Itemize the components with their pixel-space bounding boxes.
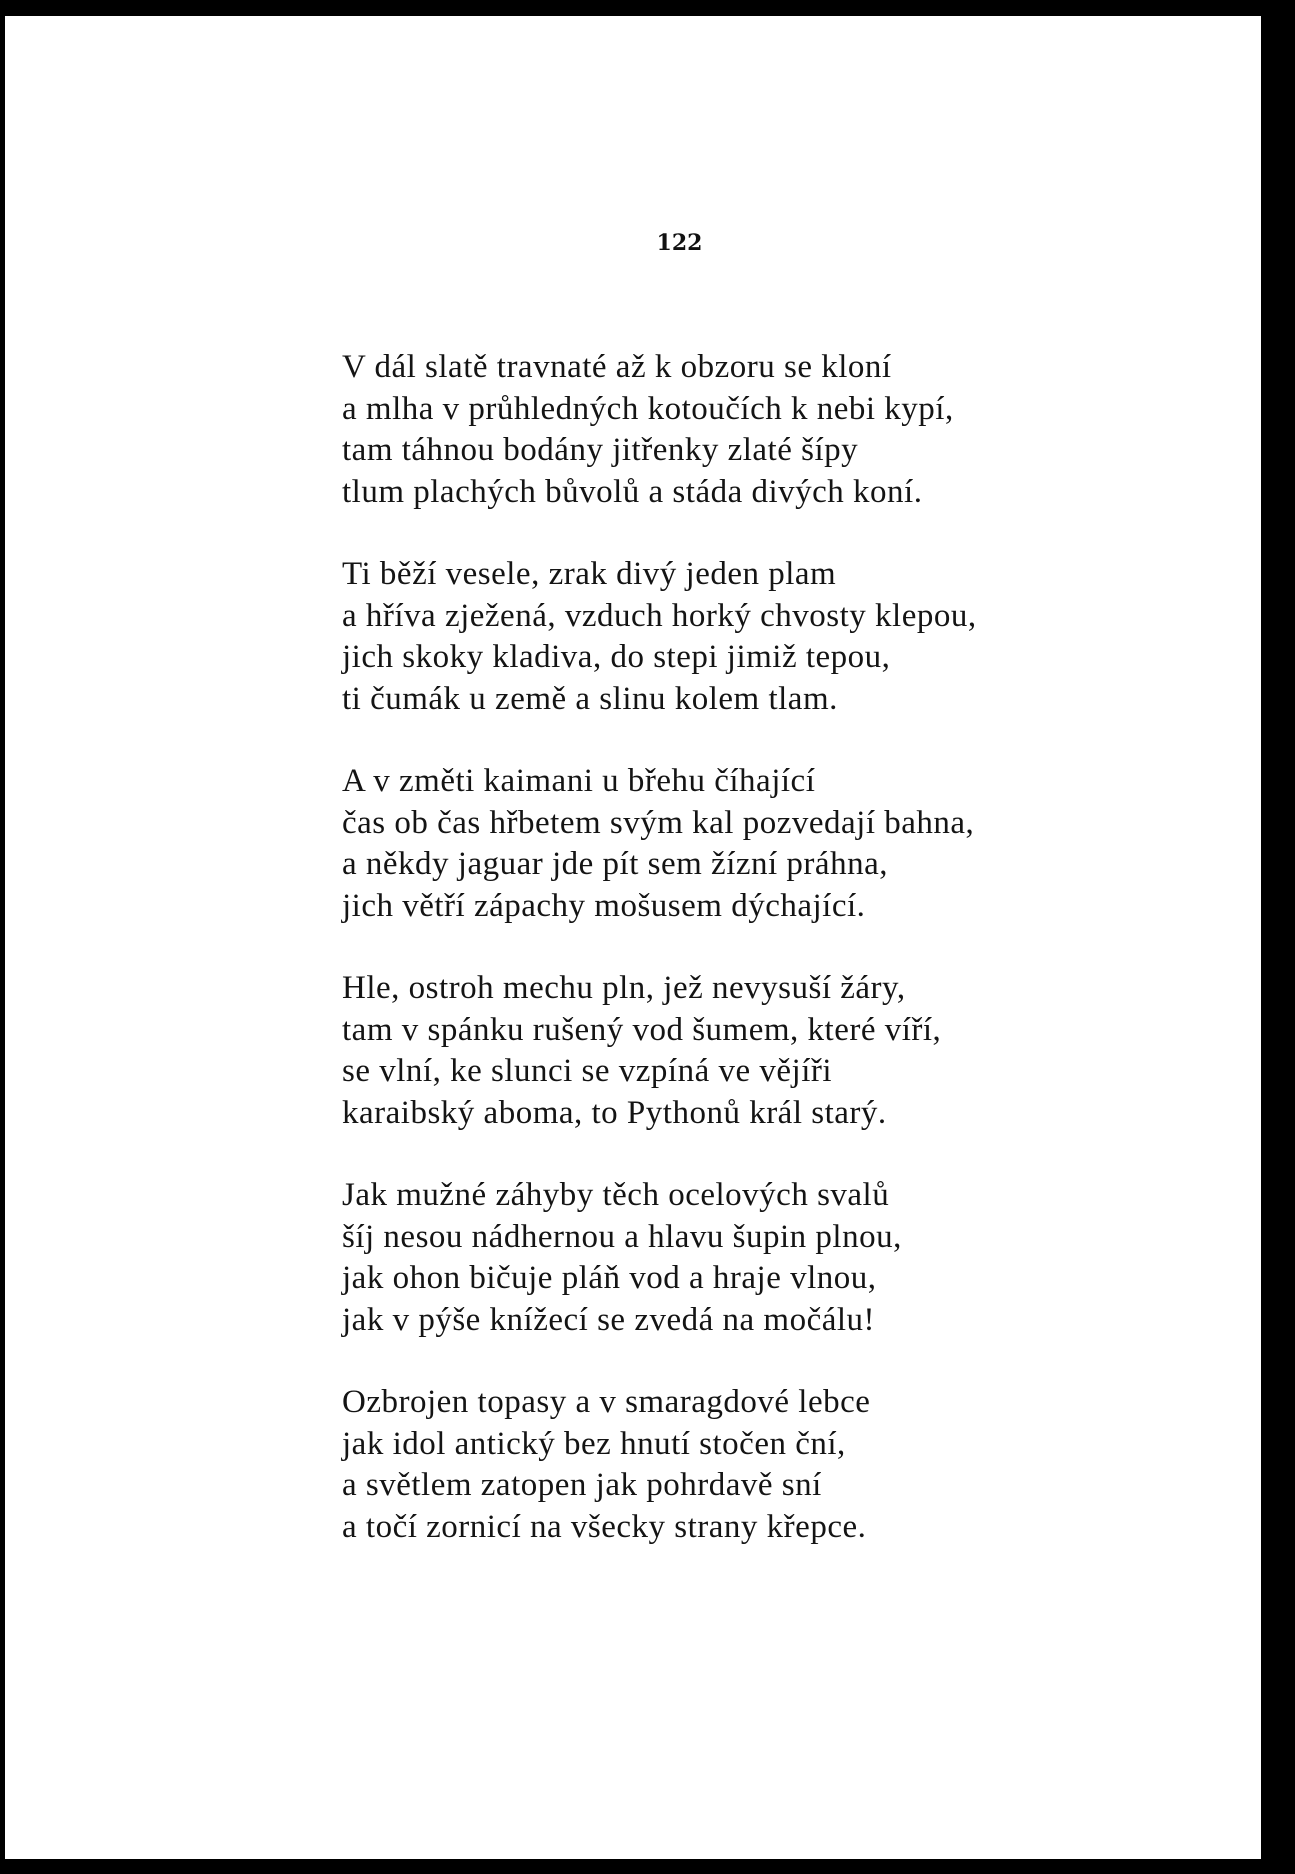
poem-line: a mlha v průhledných kotoučích k nebi kypí, xyxy=(342,390,954,427)
stanza-4 xyxy=(342,968,1242,1134)
poem-line: jak idol antický bez hnutí stočen ční, xyxy=(342,1425,846,1462)
poem-line: čas ob čas hřbetem svým kal pozvedají bahna, xyxy=(342,804,975,841)
poem-line: Ti běží vesele, zrak divý jeden plam xyxy=(342,556,837,592)
poem-line: tam táhnou bodány jitřenky zlaté šípy xyxy=(342,432,859,468)
poem-line: a točí zornicí na všecky strany křepce. xyxy=(342,1508,867,1545)
stanza-3 xyxy=(342,761,1242,927)
poem-line: V dál slatě travnaté až k obzoru se kloní xyxy=(342,349,892,385)
poem-line: Hle, ostroh mechu pln, jež nevysuší žáry, xyxy=(342,970,906,1006)
poem-line: tam v spánku rušený vod šumem, které víří, xyxy=(342,1011,942,1048)
poem-line: Jak mužné záhyby těch ocelových svalů xyxy=(342,1177,890,1213)
poem-line: jak v pýše knížecí se zvedá na močálu! xyxy=(342,1301,876,1338)
stanza-1 xyxy=(342,347,1242,513)
poem-line: šíj nesou nádhernou a hlavu šupin plnou, xyxy=(342,1218,902,1255)
poem-line: se vlní, ke slunci se vzpíná ve vějíři xyxy=(342,1053,833,1089)
poem-line: a světlem zatopen jak pohrdavě sní xyxy=(342,1467,822,1503)
poem-line: Ozbrojen topasy a v smaragdové lebce xyxy=(342,1384,871,1420)
stanza-6 xyxy=(342,1382,1242,1548)
book-page xyxy=(5,16,1261,1859)
page-number: 122 xyxy=(656,230,703,256)
poem-line: A v změti kaimani u břehu číhající xyxy=(342,763,816,799)
poem-line: jich větří zápachy mošusem dýchající. xyxy=(342,887,866,924)
poem-line: ti čumák u země a slinu kolem tlam. xyxy=(342,680,838,717)
poem-line: tlum plachých bůvolů a stáda divých koní. xyxy=(342,473,923,510)
poem-line: karaibský aboma, to Pythonů král starý. xyxy=(342,1094,887,1131)
poem-line: jak ohon bičuje pláň vod a hraje vlnou, xyxy=(342,1260,877,1296)
poem-line: jich skoky kladiva, do stepi jimiž tepou, xyxy=(342,639,891,675)
poem-line: a hříva zježená, vzduch horký chvosty klepou, xyxy=(342,597,977,634)
stanza-2 xyxy=(342,554,1242,720)
stanza-5 xyxy=(342,1175,1242,1341)
poem-line: a někdy jaguar jde pít sem žízní práhna, xyxy=(342,846,888,882)
poem xyxy=(342,347,1242,1589)
